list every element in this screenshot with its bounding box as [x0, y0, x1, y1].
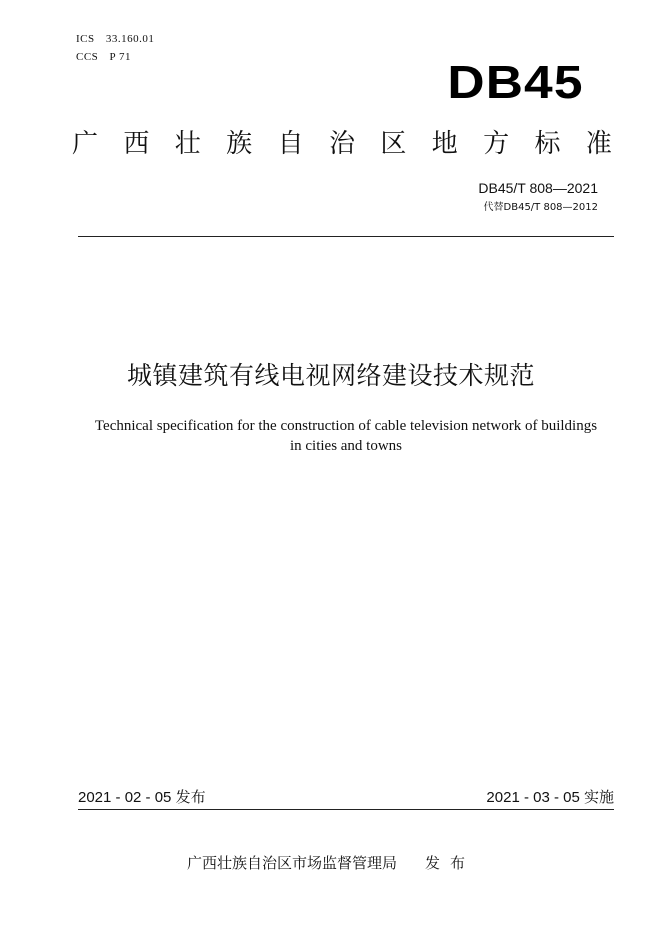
standard-type-char: 方 [483, 129, 510, 159]
classification-codes [76, 30, 154, 66]
title-english [60, 416, 632, 456]
standard-type-char: 准 [585, 129, 612, 159]
title-english-line-2: in cities and towns [289, 438, 403, 454]
ccs-code: P 71 [109, 51, 132, 63]
footer-divider [78, 809, 614, 810]
implement-date: 2021 - 03 - 05 实施 [486, 789, 614, 806]
title-chinese: 城镇建筑有线电视网络建设技术规范 [126, 361, 535, 390]
issuing-authority: 广西壮族自治区市场监督管理局 [186, 854, 397, 872]
standard-type-char: 区 [380, 129, 407, 159]
title-english-line-1: Technical specification for the construction of cable television network of buildings [94, 418, 598, 434]
ics-code: 33.160.01 [105, 33, 155, 45]
ccs-row [76, 48, 154, 66]
standard-mark-logo: DB45 [447, 56, 584, 108]
publish-date: 2021 - 02 - 05 发布 [78, 789, 206, 806]
replaces-standard: 代替DB45/T 808—2012 [483, 202, 598, 213]
standard-type-char: 地 [431, 129, 458, 159]
ics-row [76, 30, 154, 48]
standard-type-char: 自 [277, 129, 304, 159]
standard-type-char: 治 [328, 129, 355, 159]
standard-type-char: 族 [226, 129, 253, 159]
ics-label: ICS [76, 33, 95, 45]
issue-action: 发布 [425, 854, 476, 872]
issuer-line [0, 852, 662, 874]
header-divider [78, 236, 614, 237]
standard-type-char: 壮 [174, 129, 201, 159]
standard-number: DB45/T 808—2021 [478, 180, 598, 196]
standard-type-char: 西 [123, 129, 150, 159]
standard-type-char: 广 [72, 129, 99, 159]
standard-type-heading [72, 126, 612, 162]
standard-type-char: 标 [534, 129, 561, 159]
ccs-label: CCS [76, 51, 99, 63]
